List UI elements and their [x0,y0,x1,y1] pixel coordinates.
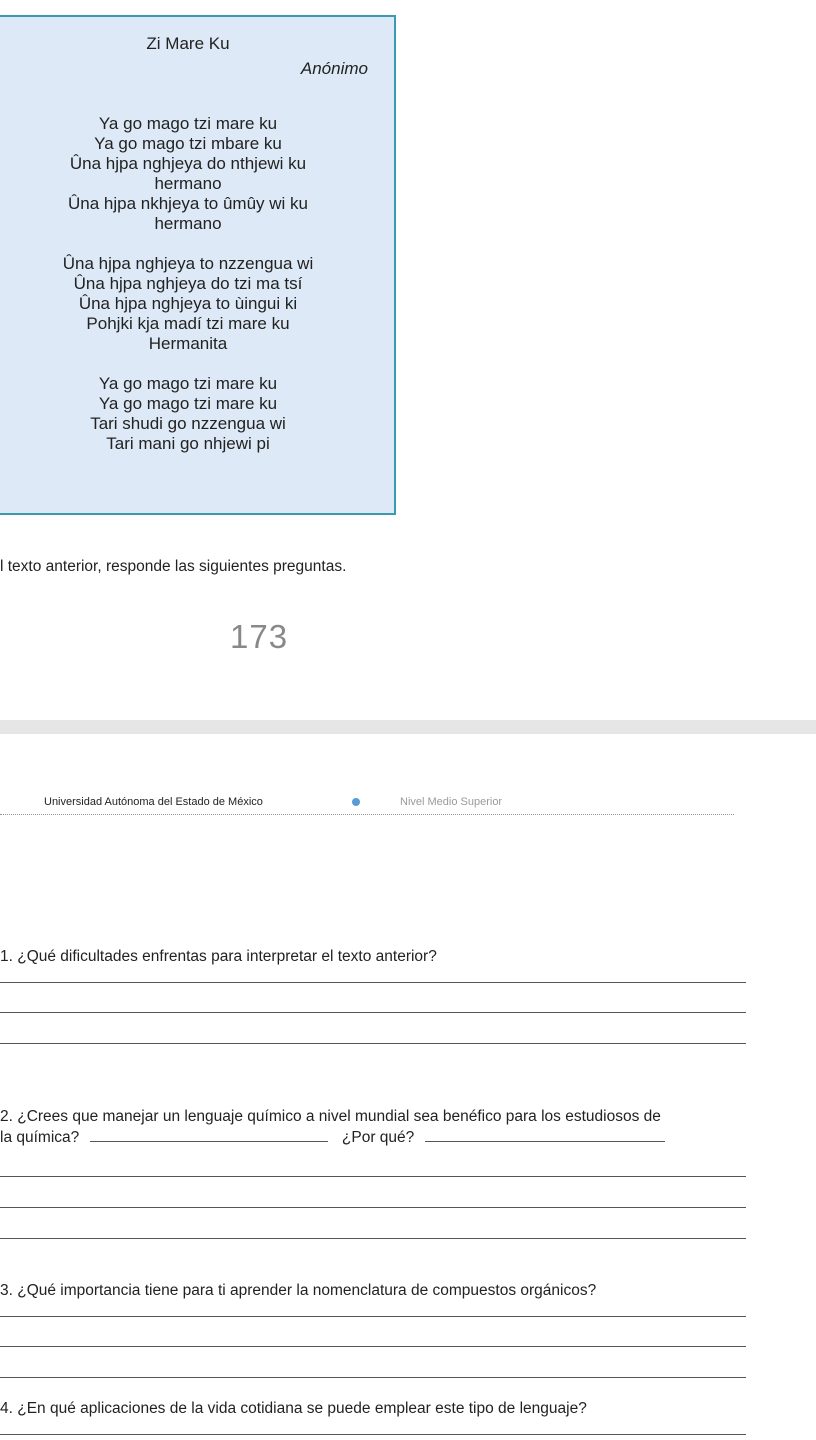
header-level: Nivel Medio Superior [400,796,503,808]
poem-line: hermano [154,174,222,193]
question-2-why: ¿Por qué? [341,1129,415,1146]
question-2-continuation [0,1129,665,1147]
page-number: 173 [230,618,289,655]
poem-title: Zi Mare Ku [146,34,230,53]
poem-line: Pohjki kja madí tzi mare ku [86,314,290,333]
instructions-text: l texto anterior, responde las siguientes preguntas. [0,558,347,575]
poem-line: Ûna hjpa nghjeya do tzi ma tsí [73,274,303,293]
poem-line: Tari shudi go nzzengua wi [90,414,286,433]
poem-line: Ûna hjpa nghjeya to ùingui ki [78,294,298,313]
poem-author: Anónimo [300,59,368,78]
answer-line[interactable] [0,1238,746,1239]
poem-box [0,15,396,515]
answer-line[interactable] [0,1377,746,1378]
answer-line[interactable] [0,1207,746,1208]
header-university: Universidad Autónoma del Estado de México [44,796,263,808]
poem-line: Ya go mago tzi mare ku [98,114,278,133]
answer-line[interactable] [0,1434,746,1435]
answer-line[interactable] [0,982,746,983]
bullet-dot-icon [352,798,360,806]
poem-line: Ya go mago tzi mare ku [98,374,278,393]
question-2-prefix: la química? [0,1129,80,1146]
poem-line: Ûna hjpa nkhjeya to ûmûy wi ku [67,194,309,213]
page-174 [0,734,816,1440]
answer-line[interactable] [0,1346,746,1347]
poem-line: Ûna hjpa nghjeya to nzzengua wi [62,254,314,273]
poem-line: Hermanita [148,334,228,353]
poem-line: hermano [154,214,222,233]
question-3: 3. ¿Qué importancia tiene para ti aprender la nomenclatura de compuestos orgánicos? [0,1282,597,1299]
question-2: 2. ¿Crees que manejar un lenguaje químico a nivel mundial sea benéfico para los estudiosos de [0,1108,661,1125]
answer-line[interactable] [0,1012,746,1013]
stanza-gap [0,354,394,374]
question-4: 4. ¿En qué aplicaciones de la vida cotidiana se puede emplear este tipo de lenguaje? [0,1400,587,1417]
page-separator [0,720,816,734]
stanza-gap [0,234,394,254]
question-1: 1. ¿Qué dificultades enfrentas para interpretar el texto anterior? [0,948,437,965]
poem-line: Ûna hjpa nghjeya do nthjewi ku [69,154,307,173]
poem-body [0,114,394,454]
answer-blank[interactable] [425,1129,665,1142]
poem-line: Ya go mago tzi mbare ku [94,134,282,153]
answer-blank[interactable] [90,1129,328,1142]
answer-line[interactable] [0,1316,746,1317]
answer-line[interactable] [0,1176,746,1177]
poem-line: Ya go mago tzi mare ku [98,394,278,413]
running-header [0,788,734,815]
poem-line: Tari mani go nhjewi pi [106,434,270,453]
answer-line[interactable] [0,1043,746,1044]
